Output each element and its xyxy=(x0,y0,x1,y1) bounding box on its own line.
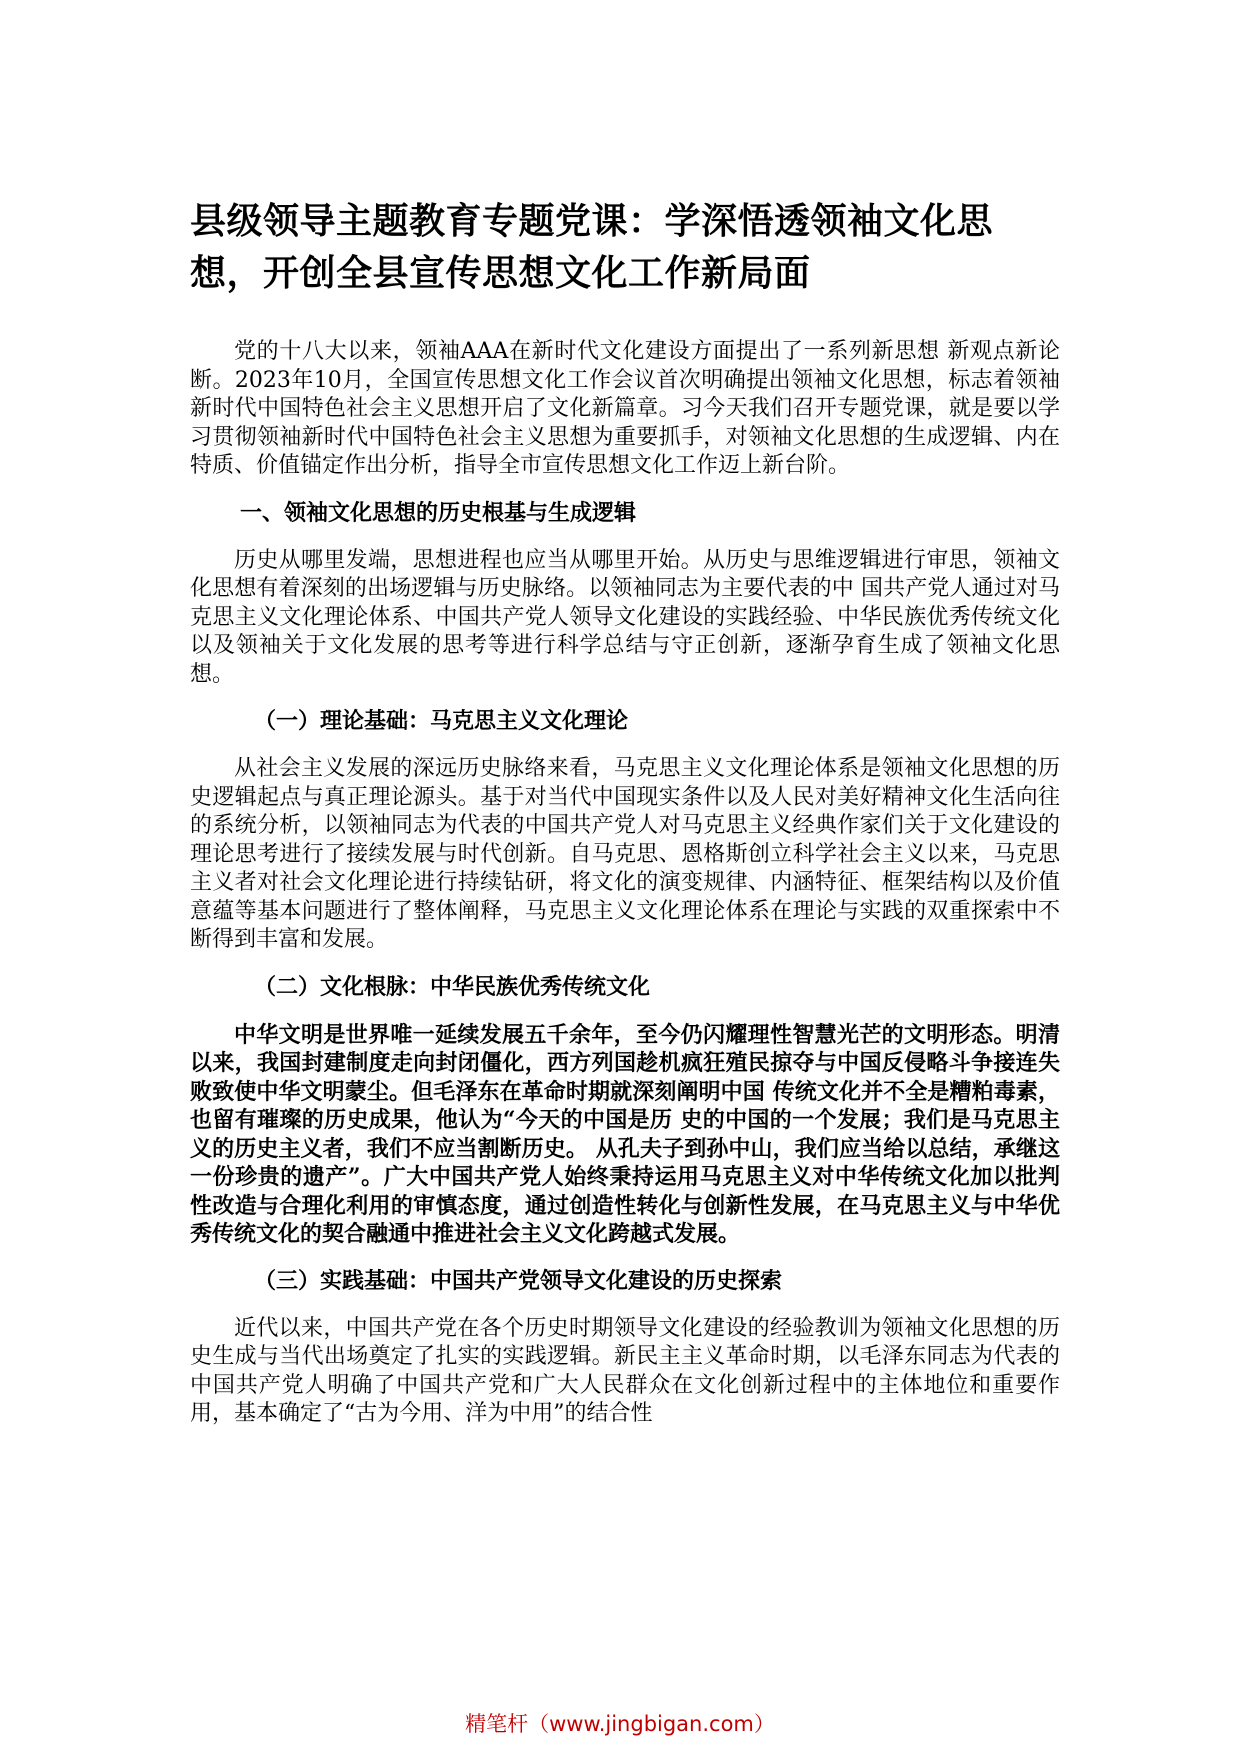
subsection-heading-3: （三）实践基础：中国共产党领导文化建设的历史探索 xyxy=(254,1268,783,1294)
section-heading-1: 一、领袖文化思想的历史根基与生成逻辑 xyxy=(240,500,637,526)
subsection-2-paragraph: 中华文明是世界唯一延续发展五千余年，至今仍闪耀理性智慧光芒的文明形态。明清以来，我国封建制度走向封闭僵化，西方列国趁机疯狂殖民掠夺与中国反侵略斗争接连失败致使中华文明蒙尘。但毛泽东在革命时期就深刻阐明中国 传统文化并不全是糟粕毒素，也留有璀璨的历史成果，他认为“今天的中国是历 史的中国的一个发展；我们是马克思主义的历史主义者，我们不应当割断历史。 从孔夫子到孙中山，我们应当给以总结，承继这一份珍贵的遗产”。广大中国共产党人始终秉持运用马克思主义对中华传统文化加以批判性改造与合理化利用的审慎态度，通过创造性转化与创新性发展，在马克思主义与中华优秀传统文化的契合融通中推进社会主义文化跨越式发展。 xyxy=(190,1021,1060,1247)
subsection-1-paragraph: 从社会主义发展的深远历史脉络来看，马克思主义文化理论体系是领袖文化思想的历史逻辑起点与真正理论源头。基于对当代中国现实条件以及人民对美好精神文化生活向往的系统分析，以领袖同志为代表的中国共产党人对马克思主义经典作家们关于文化建设的理论思考进行了接续发展与时代创新。自马克思、恩格斯创立科学社会主义以来，马克思主义者对社会文化理论进行持续钻研，将文化的演变规律、内涵特征、框架结构以及价值意蕴等基本问题进行了整体阐释，马克思主义文化理论体系在理论与实践的双重探索中不断得到丰富和发展。 xyxy=(190,756,1060,952)
document-title: 县级领导主题教育专题党课：学深悟透领袖文化思想，开创全县宣传思想文化工作新局面 xyxy=(190,201,994,294)
document-page xyxy=(190,196,1060,1448)
intro-paragraph: 党的十八大以来，领袖AAA在新时代文化建设方面提出了一系列新思想 新观点新论断。2023年10月，全国宣传思想文化工作会议首次明确提出领袖文化思想，标志着领袖新时代中国特色社会主义思想开启了文化新篇章。习今天我们召开专题党课，就是要以学习贯彻领袖新时代中国特色社会主义思想为重要抓手，对领袖文化思想的生成逻辑、内在特质、价值锚定作出分析，指导全市宣传思想文化工作迈上新台阶。 xyxy=(190,339,1060,478)
subsection-3-paragraph: 近代以来，中国共产党在各个历史时期领导文化建设的经验教训为领袖文化思想的历史生成与当代出场奠定了扎实的实践逻辑。新民主主义革命时期，以毛泽东同志为代表的中国共产党人明确了中国共产党和广大人民群众在文化创新过程中的主体地位和重要作用，基本确定了“古为今用、洋为中用”的结合性 xyxy=(190,1315,1060,1426)
footer-watermark-link[interactable]: 精笔杆（www.jingbigan.com） xyxy=(465,1712,775,1736)
subsection-heading-2: （二）文化根脉：中华民族优秀传统文化 xyxy=(254,974,651,1000)
subsection-heading-1: （一）理论基础：马克思主义文化理论 xyxy=(254,709,629,734)
section-1-paragraph: 历史从哪里发端，思想进程也应当从哪里开始。从历史与思维逻辑进行审思，领袖文化思想有着深刻的出场逻辑与历史脉络。以领袖同志为主要代表的中 国共产党人通过对马克思主义文化理论体系、中国共产党人领导文化建设的实践经验、中华民族优秀传统文化以及领袖关于文化发展的思考等进行科学总结与守正创新，逐渐孕育生成了领袖文化思想。 xyxy=(190,547,1060,687)
